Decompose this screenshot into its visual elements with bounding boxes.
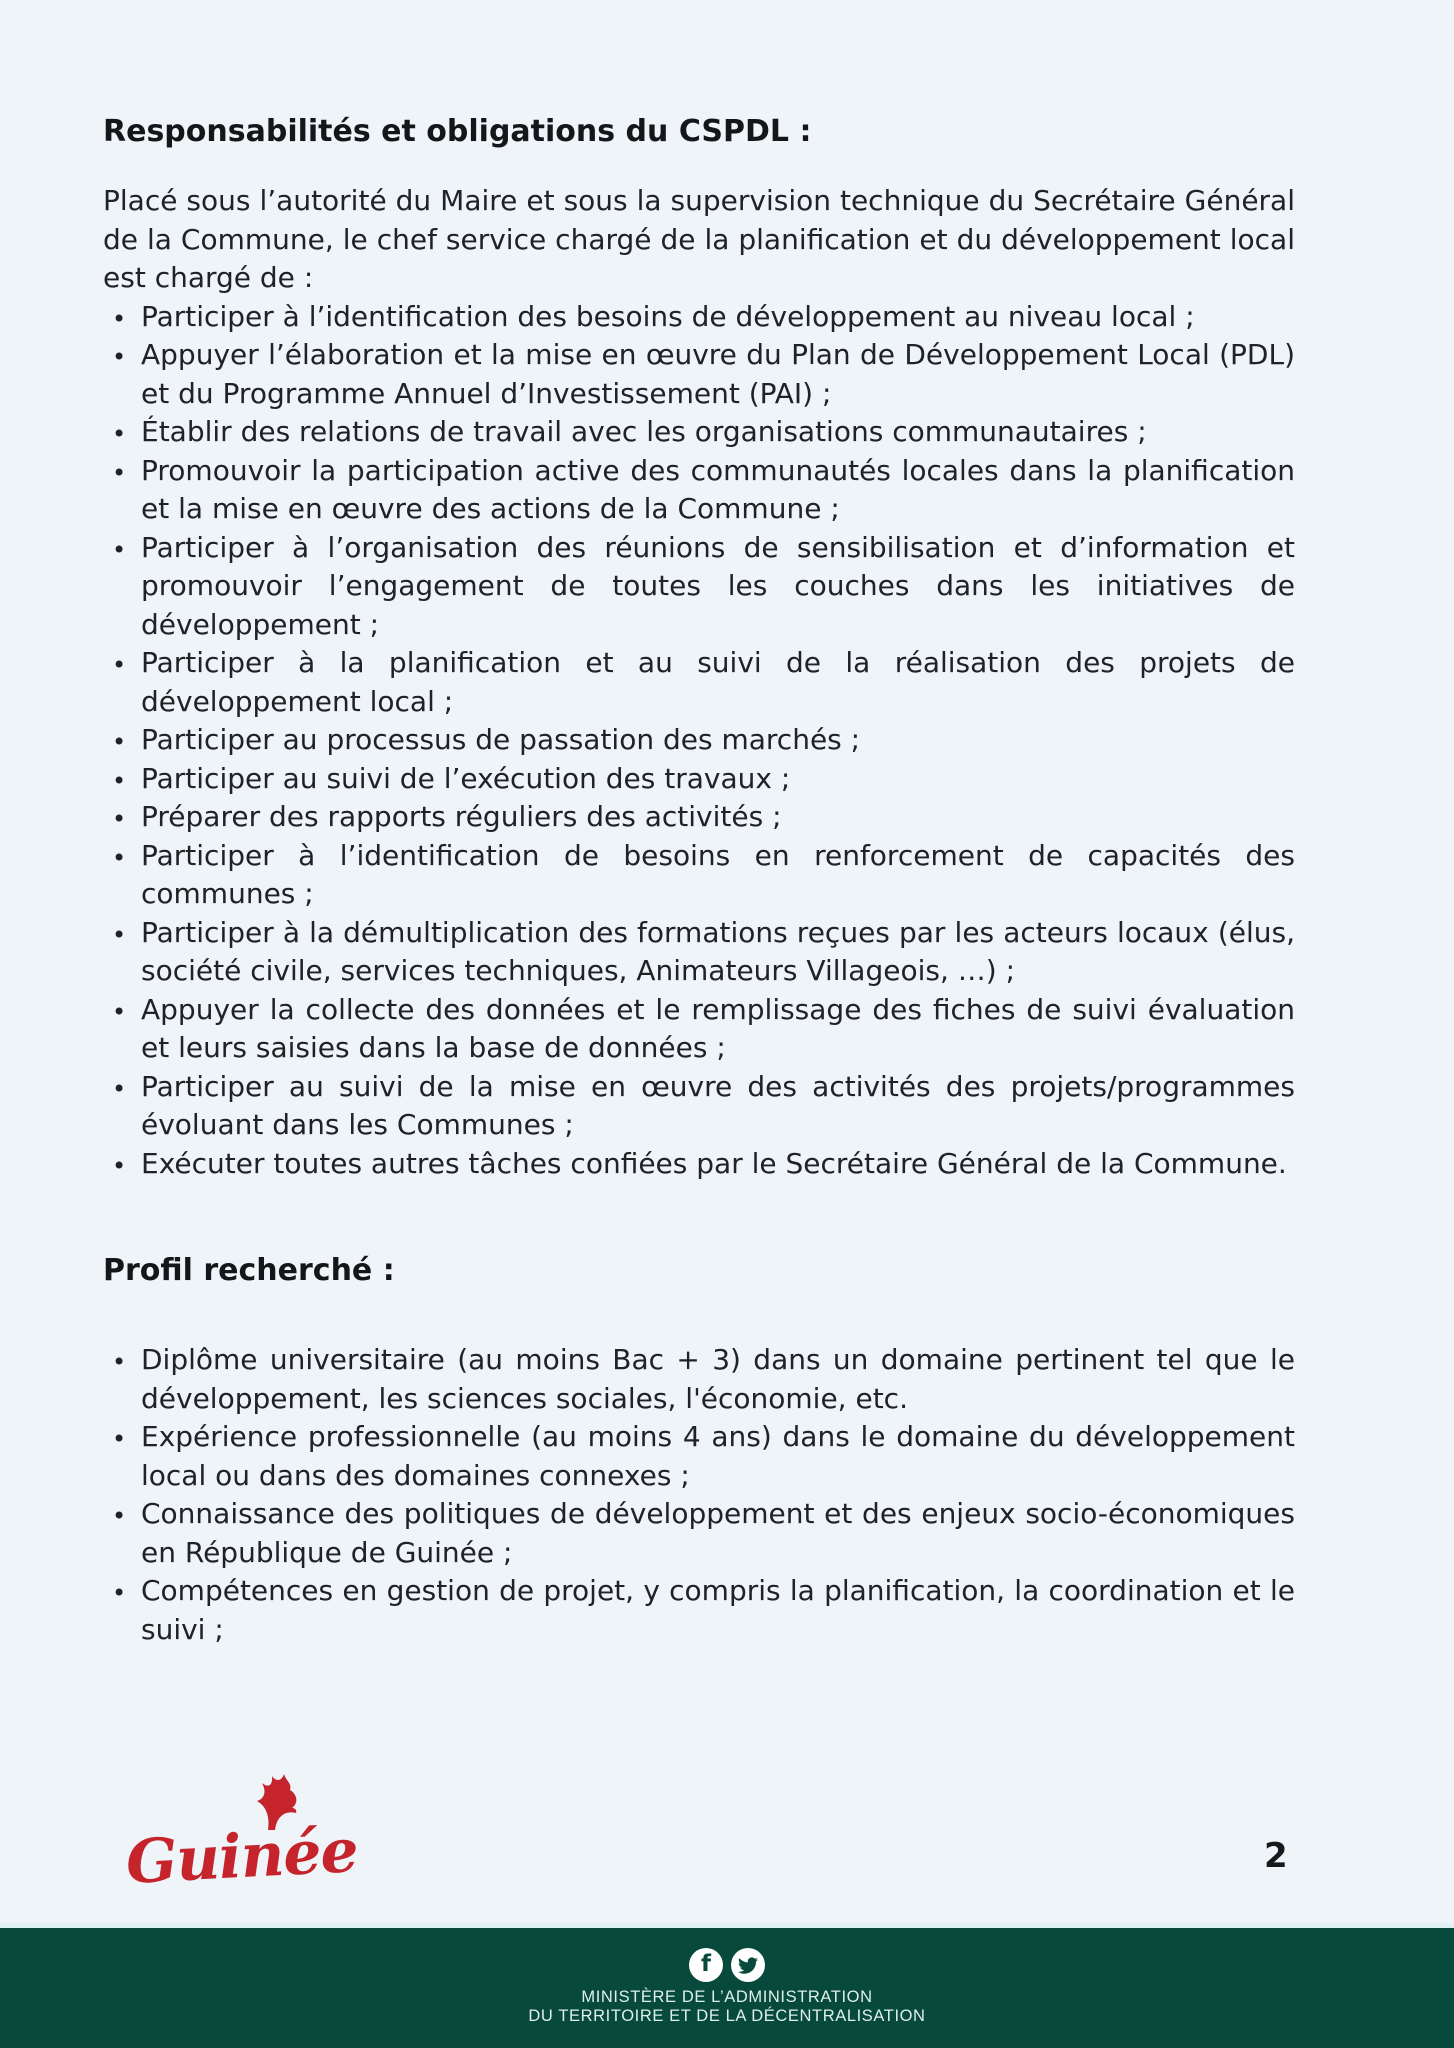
list-item: • Participer au suivi de l’exécution des travaux ; <box>103 760 1295 799</box>
list-item: • Compétences en gestion de projet, y compris la planification, la coordination et le suivi ; <box>103 1572 1295 1649</box>
twitter-icon[interactable] <box>731 1948 765 1982</box>
list-item: • Connaissance des politiques de développement et des enjeux socio-économiques en République de Guinée ; <box>103 1495 1295 1572</box>
facebook-f-glyph: f <box>700 1951 711 1977</box>
responsibilities-list <box>103 298 1295 1184</box>
list-item: • Préparer des rapports réguliers des activités ; <box>103 798 1295 837</box>
list-item: • Participer à la planification et au suivi de la réalisation des projets de développement local ; <box>103 644 1295 721</box>
list-item: • Promouvoir la participation active des communautés locales dans la planification et la mise en œuvre des actions de la Commune ; <box>103 452 1295 529</box>
list-item: • Établir des relations de travail avec les organisations communautaires ; <box>103 413 1295 452</box>
social-icons <box>0 1928 1454 1982</box>
list-item: • Participer au processus de passation des marchés ; <box>103 721 1295 760</box>
document-body <box>103 112 1295 1649</box>
list-item: • Participer au suivi de la mise en œuvre des activités des projets/programmes évoluant dans les Communes ; <box>103 1068 1295 1145</box>
list-item: • Diplôme universitaire (au moins Bac + 3) dans un domaine pertinent tel que le développement, les sciences sociales, l'économie, etc. <box>103 1341 1295 1418</box>
profile-list <box>103 1341 1295 1649</box>
footer-bar <box>0 1928 1454 2048</box>
list-item: • Exécuter toutes autres tâches confiées par le Secrétaire Général de la Commune. <box>103 1145 1295 1184</box>
ministry-name-line2: DU TERRITOIRE ET DE LA DÉCENTRALISATION <box>528 2007 926 2025</box>
list-item: • Expérience professionnelle (au moins 4 ans) dans le domaine du développement local ou dans des domaines connexes ; <box>103 1418 1295 1495</box>
intro-paragraph: Placé sous l’autorité du Maire et sous la supervision technique du Secrétaire Général de la Commune, le chef service chargé de la planification et du développement local est chargé de : <box>103 184 1295 294</box>
page-number: 2 <box>1264 1836 1288 1876</box>
list-item: • Appuyer l’élaboration et la mise en œuvre du Plan de Développement Local (PDL) et du Programme Annuel d’Investissement (PAI) ; <box>103 336 1295 413</box>
twitter-bird-glyph <box>738 1957 758 1974</box>
section-heading-profile: Profil recherché : <box>103 1253 395 1288</box>
facebook-icon[interactable] <box>689 1948 723 1982</box>
ministry-name-line1: MINISTÈRE DE L’ADMINISTRATION <box>581 1988 873 2006</box>
section-heading-responsibilities: Responsabilités et obligations du CSPDL : <box>103 114 812 149</box>
list-item: • Participer à la démultiplication des formations reçues par les acteurs locaux (élus, société civile, services techniques, Animateurs Villageois, …) ; <box>103 914 1295 991</box>
guinee-logo <box>126 1788 366 1908</box>
logo-wordmark: Guinée <box>124 1815 360 1899</box>
list-item: • Appuyer la collecte des données et le remplissage des fiches de suivi évaluation et leurs saisies dans la base de données ; <box>103 991 1295 1068</box>
list-item: • Participer à l’organisation des réunions de sensibilisation et d’information et promouvoir l’engagement de toutes les couches dans les initiatives de développement ; <box>103 529 1295 645</box>
list-item: • Participer à l’identification des besoins de développement au niveau local ; <box>103 298 1295 337</box>
list-item: • Participer à l’identification de besoins en renforcement de capacités des communes ; <box>103 837 1295 914</box>
